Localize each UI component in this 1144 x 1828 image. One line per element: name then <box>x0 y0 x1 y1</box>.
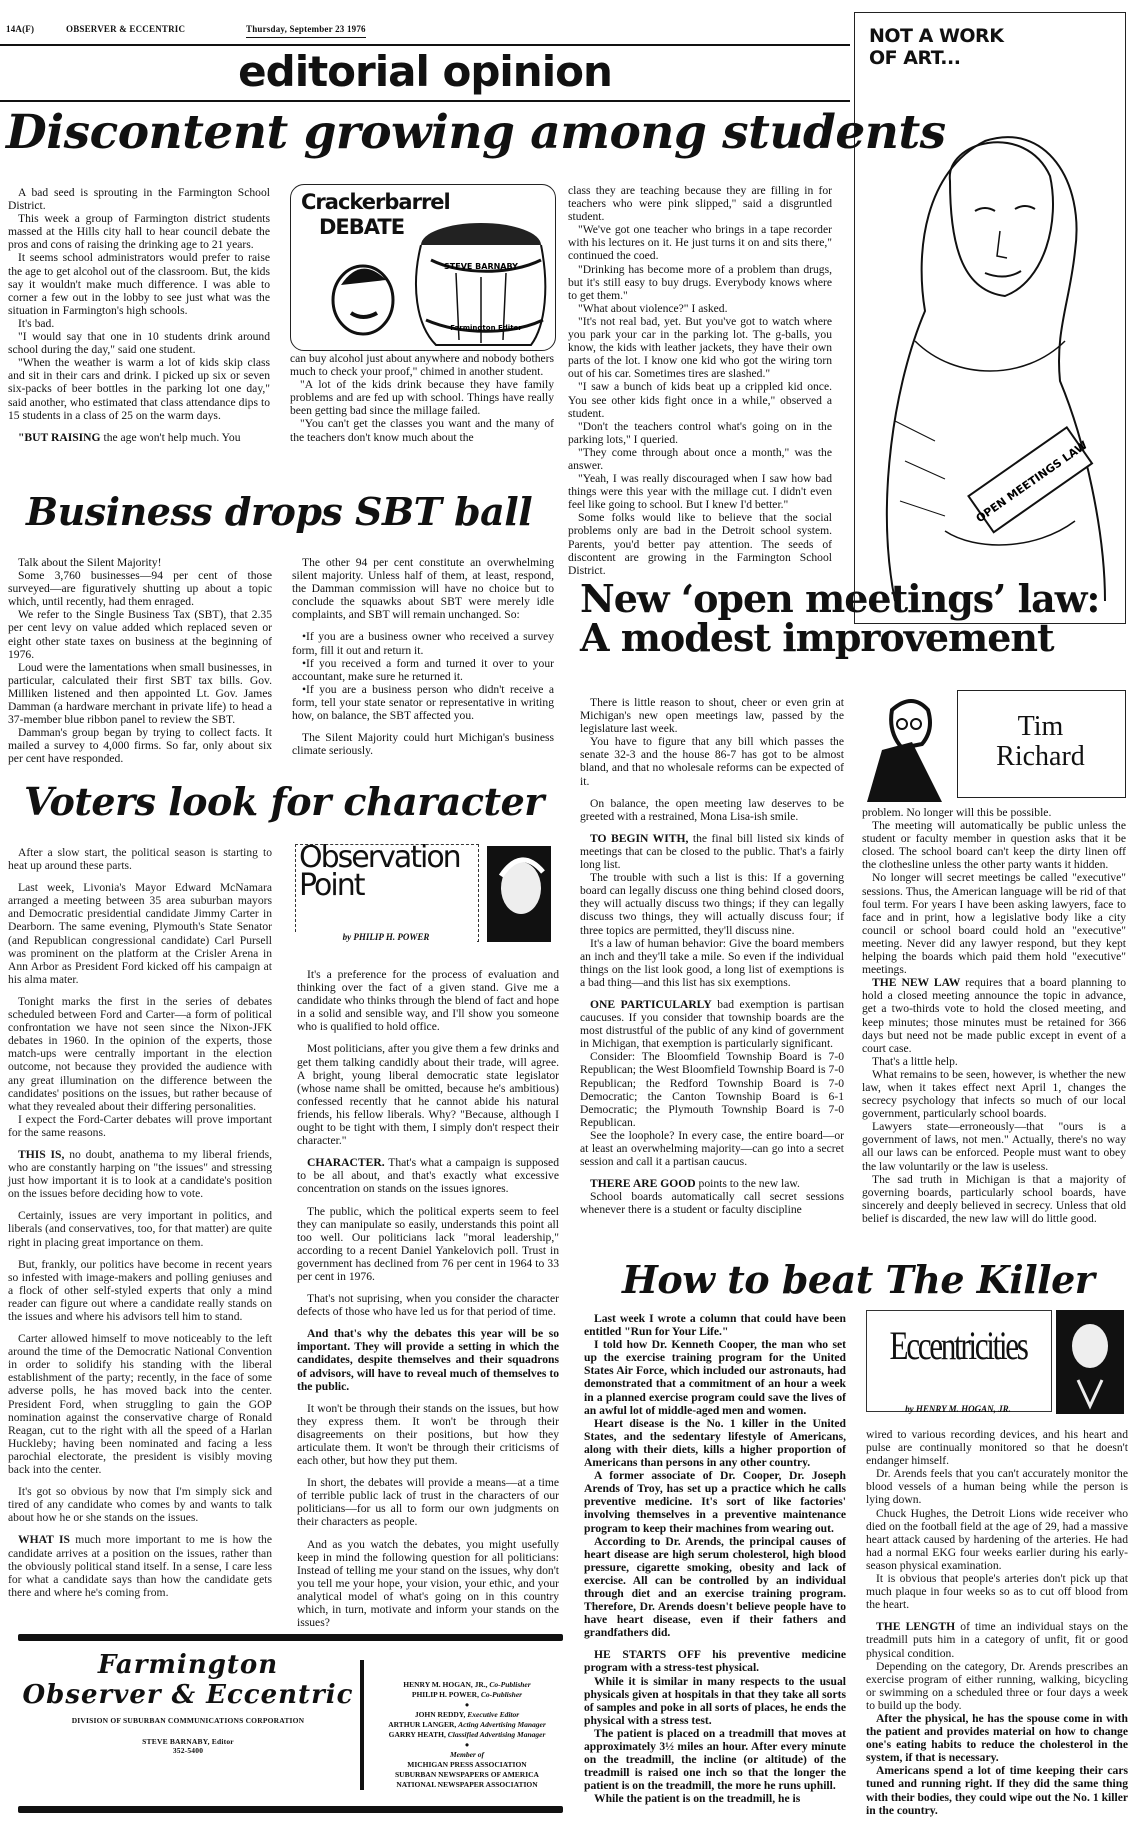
byline: by PHILIP H. POWER <box>295 932 477 942</box>
page-folio <box>6 22 836 38</box>
article-body-sbt-col2: The other 94 per cent constitute an overwhelming silent majority. Unless half of them, at least, respond, the Damman commission will have no choice but to conclude the squawks about SBT were merely idle complaints, and SBT will remain unchanged. So: •If you are a business owner who received a survey form, fill it out and return it. •If you received a form and turned it over to your accountant, make sure he returned it. •If you are a business person who didn't receive a form, tell your state senator or representative in writing how, on balance, the SBT affected you. The Silent Majority could hurt Michigan's business climate seriously. <box>292 556 554 758</box>
headline-sbt: Business drops SBT ball <box>26 489 533 534</box>
editorial-cartoon <box>854 12 1126 624</box>
article-body-discontent-col3: class they are teaching because they are filling in for teachers who were pink slipped," said a disgruntled student. "We've got one teacher who brings in a tape recorder with his lectures on it. He just turns it on and sits there," continued the coed. "Drinking has become more of a problem than drugs, but it's still easy to buy drugs. Everybody knows where to get them." "What about violence?" I asked. "It's not real bad, yet. But you've got to watch where you park your car in the parking lot. The g-balls, you know, the kids with leather jackets, they have their own parts of the lot. I know one kid who got the wiring torn out of his car. Sometimes tires are slashed." "I saw a bunch of kids beat up a crippled kid once. You see other kids fight once in a while," observed a student. "Don't the teachers control what's going on in the parking lots," I queried. "They come through about once a month," was the answer. "Yeah, I was really discouraged when I saw how bad things were this year with the millage cut. I didn't even feel like going to school. But I knew I'd better." Some folks would like to believe that the social problems only are bad in the Detroit school system. Parents, you'd better pay attention. The seeds of discontent are growing in the Farmington School District. <box>568 184 832 577</box>
article-body-voters-col2: It's a preference for the process of evaluation and thinking over the fact of a given stand. Give me a candidate who thinks through the blend of fact and hope in a solid and sensible way, and I'll show you someone who is qualified to hold office. Most politicians, after you give them a few drinks and get them talking candidly about their trade, will agree. A bright, young liberal democratic state legislator (whose name shall be omitted, because he's ambitious) confessed recently that he cannot abide his natural friends, his fellow liberals. Why? "Because, although I ought to be tight with them, I simply don't respect their character." CHARACTER. That's what a campaign is supposed to be all about, and that's exactly what excessive concentration on stands on the issues ignores. The public, which the political experts seem to feel they can manipulate so easily, understands this point all too well. Our politicians lack "moral leadership," according to a recent Daniel Yankelovich poll. Trust in government has declined from 76 per cent in 1964 to 33 per cent in 1976. That's not suprising, when you consider the character defects of those who have led us for that period of time. And that's why the debates this year will be so important. They will provide a setting in which the candidates, despite themselves and their squadrons of advisors, will have to reveal much of themselves to the public. It won't be through their stands on the issues, but how they express them. It won't be through their disagreements on their positions, but how they articulate them. It won't be through their criticisms of each other, but how they put them. In short, the debates will provide a means—at a time of terrible public lack of trust in the characters of our politicians—for us all to form our own judgments on their characters as people. And as you watch the debates, you might usefully keep in mind the following question for all politicians: Instead of telling me your stand on the issues, why don't you tell me your hope, your vision, your ethic, and your analytical model of what's going on in this country which, in turn, motivate and inform your stands on the issues? <box>297 968 559 1630</box>
divider <box>18 1806 563 1813</box>
staff-box: HENRY M. HOGAN, JR., Co-Publisher PHILIP H. POWER, Co-Publisher ● JOHN REDDY, Executive Editor ARTHUR LANGER, Acting Advertising Manager GARRY HEATH, Classified Advertising Manager ● Member of MICHIGAN PRESS ASSOCIATION SUBURBAN NEWSPAPERS OF AMERICA NATIONAL NEWSPAPER ASSOCIATION <box>388 1680 546 1789</box>
section-banner: editorial opinion <box>238 47 612 96</box>
masthead: Farmington Observer & Eccentric DIVISION OF SUBURBAN COMMUNICATIONS CORPORATION STEVE BARNABY, Editor 352-5400 <box>18 1650 358 1755</box>
svg-text:Farmington Editor: Farmington Editor <box>450 324 522 332</box>
page-number: 14A(F) <box>6 24 35 34</box>
article-body-voters-col1: After a slow start, the political season is starting to heat up around these parts. Last week, Livonia's Mayor Edward McNamara arranged a meeting between 35 area suburban mayors and Democratic presidential candidate Jimmy Carter in Dearborn. The same evening, Plymouth's State Senator (and Republican congressional candidate) Carl Pursell was prominent on the platform at the Crisler Arena in Ann Arbor as President Ford kicked off his campaign at his alma mater. Tonight marks the first in the series of debates scheduled between Ford and Carter—a form of political confrontation we have not seen since the Nixon-JFK debates in 1960. In the opinion of the experts, those match-ups were centrally important in the election outcome, not because they provided the audience with any great illumination on the difference between the candidates' positions on the issues, but rather because of what they revealed about their differing personalities. I expect the Ford-Carter debates will prove important for the same reasons. THIS IS, no doubt, anathema to my liberal friends, who are constantly harping on "the issues" and stressing just how important it is to look at a candidate's position on the issues before deciding how to vote. Certainly, issues are very important in politics, and liberals (and conservatives, too, for that matter) are quite right in placing great importance on them. But, frankly, our politics have become in recent years so infested with image-makers and polling geniuses and a flock of other self-styled experts that only a mind reader can figure out where a candidate really stands on the issues and where his advisors tell him to stand. Carter allowed himself to move noticeably to the left around the time of the Democratic National Convention in order to solidify his standing with the liberal establishment of the party; recently, in the face of some adverse polls, he has moved back into the center. President Ford, when struggling to gain the GOP nomination against the conservative charge of Ronald Reagan, cut to the right with all the speed of a Harlan Huckleby; having been nominated and facing a less parochial electorate, the president is visibly moving back into the center. It's got so obvious by now that I'm simply sick and tired of any candidate who comes by and wants to talk about how he or she stands on the issues. WHAT IS much more important to me is how the candidate arrives at a position on the issues, rather than the obviously political stand itself. In a sense, I care less for what a candidate says than how the candidate gets there and where he's coming from. <box>8 846 272 1599</box>
observation-point-column-logo: Observation Point by PHILIP H. POWER <box>295 844 563 944</box>
cartoon-caption: NOT A WORK OF ART... <box>869 25 1004 69</box>
byline: by HENRY M. HOGAN, JR. <box>905 1404 1011 1414</box>
article-body-open-meetings-col1: There is little reason to shout, cheer or even grin at Michigan's new open meetings law, passed by the legislature last week. You have to figure that any bill which passes the senate 32-3 and the house 86-7 has got to be almost bland, and that no wholesale reforms can be expected of it. On balance, the open meeting law deserves to be greeted with a restrained, Mona Lisa-ish smile. TO BEGIN WITH, the final bill listed six kinds of meetings that can be closed to the public. That's a fairly long list. The trouble with such a list is this: If a governing board can legally discuss one thing behind closed doors, they will actually discuss two things; if they can legally discuss two things, they will actually discuss four; if three topics are permitted, they'll discuss nine. It's a law of human behavior: Give the board members an inch and they'll take a mile. So even if the individual things on the list look good, a long list of exemptions is a bad thing—and this list has six exemptions. ONE PARTICULARLY bad exemption is partisan caucuses. If you consider that township boards are the most distrustful of the public of any kind of government in Michigan, that exemption is particularly significant. Consider: The Bloomfield Township Board is 7-0 Republican; the West Bloomfield Township Board is 7-0 Republican; the Redford Township Board is 7-0 Democratic; the Canton Township Board is 6-1 Democratic; the Plymouth Township Board is 7-0 Republican. See the loophole? In every case, the entire board—or at least an overwhelming majority—can go into a secret session and call it a partisan caucus. THERE ARE GOOD points to the new law. School boards automatically call secret sessions whenever there is a student or faculty discipline <box>580 696 844 1217</box>
headline-open-meetings: New ‘open meetings’ law: A modest improvement <box>580 576 1100 660</box>
masthead-title-line1: Farmington <box>97 1650 279 1680</box>
eccentricities-column-logo: Eccentricities by HENRY M. HOGAN, JR. <box>866 1310 1138 1422</box>
portrait-icon <box>1056 1310 1124 1414</box>
svg-text:STEVE BARNABY: STEVE BARNABY <box>444 262 518 271</box>
mona-lisa-illustration <box>855 81 1123 621</box>
article-body-discontent-col1: A bad seed is sprouting in the Farmington School District. This week a group of Farmington district students massed at the Hills city hall to hear council debate the pros and cons of raising the drinking age to 21 years. It seems school administrators would prefer to raise the age to get alcohol out of the classroom. But, the kids say it wouldn't make much difference. I was able to corner a few out in the lobby to see just what was the situation in Farmington's high schools. It's bad. "I would say that one in 10 students drink around school during the day," said one student. "When the weather is warm a lot of kids skip class and sit in their cars and drink. I picked up six or seven six-packs of beer bottles in the parking lot one day," said another, who estimated that class attendance dips to 15 students in a class of 25 on the warm days. "BUT RAISING the age won't help much. You <box>8 186 270 444</box>
paper-name: OBSERVER & ECCENTRIC <box>66 24 186 34</box>
crackerbarrel-column-logo: Crackerbarrel DEBATE STEVE BARNABY Farmington Editor <box>290 184 556 351</box>
book-label: OPEN MEETINGS LAW <box>973 438 1090 526</box>
columnist-portrait <box>862 690 950 802</box>
masthead-title-line2: Observer & Eccentric <box>22 1680 354 1710</box>
issue-date: Thursday, September 23 1976 <box>246 24 366 34</box>
columnist-photo <box>1056 1310 1124 1414</box>
headline-voters: Voters look for character <box>24 779 544 824</box>
article-body-killer-col2: wired to various recording devices, and his heart and pulse are continually monitored so that he doesn't endanger himself. Dr. Arends feels that you can't accurately monitor the blood vessels of a human being while the person is lying down. Chuck Hughes, the Detroit Lions wide receiver who died on the football field at the age of 29, had a massive heart attack caused by hardening of the arteries. He had had a normal EKG four weeks earlier during his early-season physical examination. It is obvious that people's arteries don't pick up that much plaque in four weeks so as to cut off blood from the heart. THE LENGTH of time an individual stays on the treadmill puts him in a category of unfit, fit or good physical condition. Depending on the category, Dr. Arends prescribes an exercise program of either running, walking, bicycling or swimming on a scheduled three or four days a week to build up the body. After the physical, he has the spouse come in with the patient and provides material on how to change one's eating habits to reduce the cholesterol in the system, if that is necessary. Americans spend a lot of time keeping their cars tuned and running right. If they did the same thing with their bodies, they could wipe out the No. 1 killer in the country. <box>866 1428 1128 1817</box>
divider <box>0 44 850 46</box>
divider <box>0 100 850 102</box>
divider <box>360 1660 364 1790</box>
headline-discontent: Discontent growing among students <box>6 105 946 160</box>
article-body-killer-col1: Last week I wrote a column that could have been entitled "Run for Your Life." I told how Dr. Kenneth Cooper, the man who set up the exercise training program for the United States Air Force, which included our astronauts, had demonstrated that a commitment of an hour a week in a planned exercise program could save the lives of an awful lot of middle-aged men and women. Heart disease is the No. 1 killer in the United States, and the sedentary lifestyle of Americans, along with their diets, kills a higher proportion of Americans than persons in any other country. A former associate of Dr. Cooper, Dr. Joseph Arends of Troy, has set up a practice which he calls preventive medicine. It's sort of like factories' involving themselves in a preventive maintenance program to keep their machines from wearing out. According to Dr. Arends, the principal causes of heart disease are high serum cholesterol, high blood pressure, cigarette smoking, obesity and lack of exercise. All can be controlled by an individual through diet and an exercise training program. Therefore, Dr. Arends doesn't believe people have to have heart disease, even if their fathers and grandfathers did. HE STARTS OFF his preventive medicine program with a stress-test physical. While it is similar in many respects to the usual physicals given at hospitals in that they take all sorts of samples and poke in all sorts of places, he ends the physical with a stress test. The patient is placed on a treadmill that moves at approximately 3½ miles an hour. After every minute on the treadmill, the incline (or altitude) of the treadmill is raised one inch so that the longer the patient is on the treadmill, the more he runs uphill. While the patient is on the treadmill, he is <box>584 1312 846 1806</box>
article-body-discontent-col2: can buy alcohol just about anywhere and nobody bothers much to check your proof," chimed in another student. "A lot of the kids drink because they have family problems and are fed up with school. Things have really been getting bad since the millage failed. "You can't get the classes you want and the many of the teachers don't know much about the <box>290 352 555 444</box>
barrel-illustration <box>291 185 555 350</box>
article-body-sbt-col1: Talk about the Silent Majority! Some 3,760 businesses—94 per cent of those surveyed—are figuratively shutting up about a topic which, until recently, had them enraged. We refer to the Single Business Tax (SBT), that 2.35 per cent levy on value added which replaced seven or eight other state taxes on business at the beginning of 1976. Loud were the lamentations when small businesses, in particular, calculated their first SBT tax bills. Gov. Milliken listened and then appointed Lt. Gov. James Damman (a hardware merchant in private life) to head a 37-member blue ribbon panel to review the SBT. Damman's group began by trying to collect facts. It mailed a survey to 4,000 firms. So far, only about six per cent have responded. <box>8 556 272 766</box>
tim-richard-column-logo: Tim Richard <box>862 690 1134 802</box>
portrait-icon <box>487 846 551 942</box>
divider <box>18 1634 563 1641</box>
headline-killer: How to beat The Killer <box>622 1257 1095 1302</box>
article-body-open-meetings-col2: problem. No longer will this be possible. The meeting will automatically be public unless the student or faculty member in question asks that it be closed. The school board can't keep the dirty linen off the clothesline unless the other party wants it hidden. No longer will secret meetings be called "executive" sessions. Thus, the American language will be rid of that foul term. For years I have been asking lawyers, face to face and in print, how a legislative body like a city council or school board could hold an "executive" meeting. Never did any lawyer respond, but they kept helping the boards which paid them hold "executive" meetings. THE NEW LAW requires that a board planning to hold a closed meeting announce the topic in advance, get a two-thirds vote to hold the closed meeting, and keep minutes; those minutes must be retained for 366 days but need not be made public except in event of a court case. That's a little help. What remains to be seen, however, is whether the new law, when it takes effect next April 1, changes the secrecy psychology that infects so much of our local government, particularly school boards. Lawyers state—erroneously—that "ours is a government of laws, not men." Actually, there's no way all our laws can be enforced. People must want to obey the law voluntarily or the law is useless. The sad truth in Michigan is that a majority of governing boards, particularly school boards, have sincerely and deeply believed in secrecy. Unless that old belief is discarded, the new law will do little good. <box>862 806 1126 1225</box>
columnist-photo <box>487 846 551 942</box>
